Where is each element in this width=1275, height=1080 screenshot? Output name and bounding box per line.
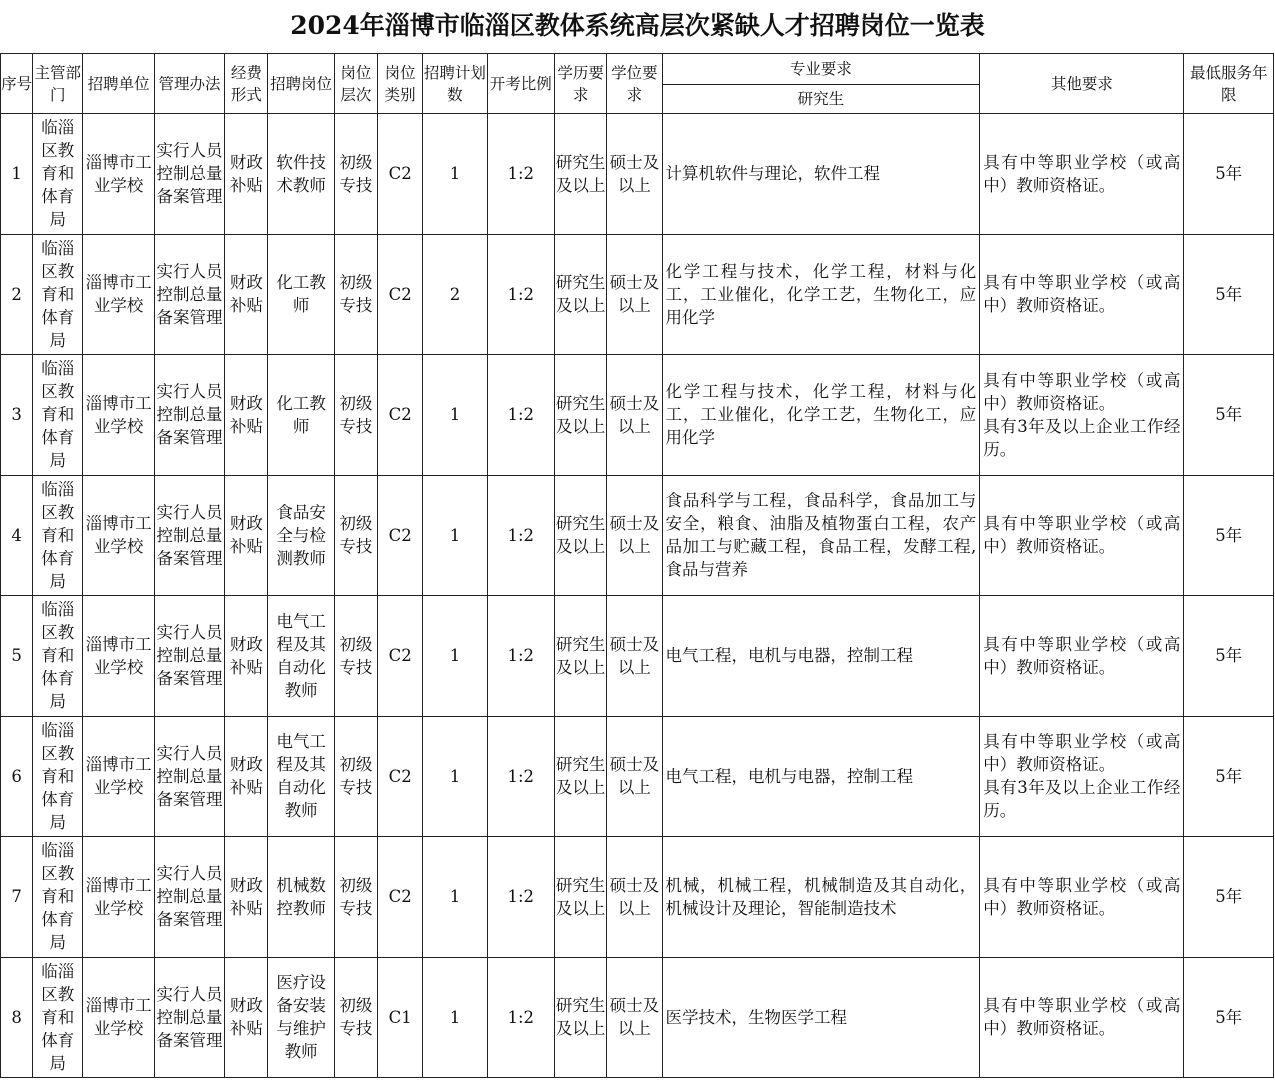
cell-degree: 硕士及以上 <box>607 475 662 596</box>
header-service: 最低服务年限 <box>1184 54 1274 114</box>
cell-unit: 淄博市工业学校 <box>83 957 154 1078</box>
header-edu: 学历要求 <box>554 54 606 114</box>
table-row <box>1 355 1274 476</box>
cell-level: 初级专技 <box>334 716 377 837</box>
cell-service: 5年 <box>1184 475 1274 596</box>
cell-other: 具有中等职业学校（或高中）教师资格证。 <box>980 837 1184 958</box>
cell-mgmt: 实行人员控制总量备案管理 <box>154 475 224 596</box>
cell-degree: 硕士及以上 <box>607 114 662 235</box>
cell-degree: 硕士及以上 <box>607 355 662 476</box>
cell-major: 计算机软件与理论，软件工程 <box>662 114 980 235</box>
cell-level: 初级专技 <box>334 234 377 355</box>
header-category: 岗位类别 <box>378 54 423 114</box>
cell-post: 电气工程及其自动化教师 <box>268 716 334 837</box>
cell-seq: 7 <box>1 837 33 958</box>
cell-ratio: 1:2 <box>487 355 554 476</box>
cell-unit: 淄博市工业学校 <box>83 596 154 717</box>
cell-ratio: 1:2 <box>487 234 554 355</box>
cell-fund: 财政补贴 <box>225 957 268 1078</box>
cell-other: 具有中等职业学校（或高中）教师资格证。 <box>980 475 1184 596</box>
cell-edu: 研究生及以上 <box>554 716 606 837</box>
header-row <box>1 54 1274 85</box>
table-row <box>1 234 1274 355</box>
cell-seq: 6 <box>1 716 33 837</box>
cell-other: 具有中等职业学校（或高中）教师资格证。 <box>980 596 1184 717</box>
cell-mgmt: 实行人员控制总量备案管理 <box>154 114 224 235</box>
cell-mgmt: 实行人员控制总量备案管理 <box>154 837 224 958</box>
cell-seq: 5 <box>1 596 33 717</box>
cell-degree: 硕士及以上 <box>607 837 662 958</box>
cell-mgmt: 实行人员控制总量备案管理 <box>154 716 224 837</box>
cell-level: 初级专技 <box>334 475 377 596</box>
cell-post: 软件技术教师 <box>268 114 334 235</box>
cell-unit: 淄博市工业学校 <box>83 475 154 596</box>
cell-other: 具有中等职业学校（或高中）教师资格证。 具有3年及以上企业工作经历。 <box>980 716 1184 837</box>
cell-dept: 临淄区教育和体育局 <box>33 596 83 717</box>
header-major-sub: 研究生 <box>662 85 980 114</box>
cell-dept: 临淄区教育和体育局 <box>33 234 83 355</box>
header-seq: 序号 <box>1 54 33 114</box>
cell-category: C2 <box>378 596 423 717</box>
cell-service: 5年 <box>1184 234 1274 355</box>
cell-level: 初级专技 <box>334 596 377 717</box>
cell-ratio: 1:2 <box>487 596 554 717</box>
cell-category: C2 <box>378 716 423 837</box>
cell-ratio: 1:2 <box>487 475 554 596</box>
cell-other: 具有中等职业学校（或高中）教师资格证。 <box>980 234 1184 355</box>
table-row <box>1 837 1274 958</box>
header-degree: 学位要求 <box>607 54 662 114</box>
recruitment-table <box>0 53 1274 1078</box>
cell-post: 化工教师 <box>268 234 334 355</box>
cell-edu: 研究生及以上 <box>554 957 606 1078</box>
cell-category: C2 <box>378 475 423 596</box>
header-dept: 主管部门 <box>33 54 83 114</box>
cell-level: 初级专技 <box>334 837 377 958</box>
cell-post: 电气工程及其自动化教师 <box>268 596 334 717</box>
cell-mgmt: 实行人员控制总量备案管理 <box>154 234 224 355</box>
cell-other: 具有中等职业学校（或高中）教师资格证。 <box>980 957 1184 1078</box>
cell-edu: 研究生及以上 <box>554 355 606 476</box>
cell-degree: 硕士及以上 <box>607 596 662 717</box>
table-row <box>1 716 1274 837</box>
cell-service: 5年 <box>1184 837 1274 958</box>
cell-plan: 1 <box>423 957 487 1078</box>
cell-edu: 研究生及以上 <box>554 234 606 355</box>
cell-fund: 财政补贴 <box>225 114 268 235</box>
cell-level: 初级专技 <box>334 114 377 235</box>
cell-fund: 财政补贴 <box>225 837 268 958</box>
cell-plan: 1 <box>423 837 487 958</box>
cell-service: 5年 <box>1184 957 1274 1078</box>
cell-dept: 临淄区教育和体育局 <box>33 716 83 837</box>
table-row <box>1 114 1274 235</box>
cell-category: C2 <box>378 355 423 476</box>
cell-major: 机械，机械工程，机械制造及其自动化，机械设计及理论，智能制造技术 <box>662 837 980 958</box>
cell-edu: 研究生及以上 <box>554 596 606 717</box>
cell-unit: 淄博市工业学校 <box>83 716 154 837</box>
cell-dept: 临淄区教育和体育局 <box>33 837 83 958</box>
cell-seq: 1 <box>1 114 33 235</box>
cell-edu: 研究生及以上 <box>554 114 606 235</box>
cell-dept: 临淄区教育和体育局 <box>33 475 83 596</box>
cell-post: 食品安全与检测教师 <box>268 475 334 596</box>
cell-fund: 财政补贴 <box>225 355 268 476</box>
cell-category: C2 <box>378 837 423 958</box>
cell-dept: 临淄区教育和体育局 <box>33 355 83 476</box>
cell-unit: 淄博市工业学校 <box>83 234 154 355</box>
header-ratio: 开考比例 <box>487 54 554 114</box>
cell-degree: 硕士及以上 <box>607 716 662 837</box>
cell-unit: 淄博市工业学校 <box>83 114 154 235</box>
cell-major: 化学工程与技术，化学工程，材料与化工，工业催化，化学工艺，生物化工，应用化学 <box>662 234 980 355</box>
cell-edu: 研究生及以上 <box>554 837 606 958</box>
cell-plan: 1 <box>423 596 487 717</box>
cell-seq: 2 <box>1 234 33 355</box>
cell-post: 化工教师 <box>268 355 334 476</box>
cell-post: 机械数控教师 <box>268 837 334 958</box>
header-level: 岗位层次 <box>334 54 377 114</box>
cell-fund: 财政补贴 <box>225 596 268 717</box>
cell-mgmt: 实行人员控制总量备案管理 <box>154 596 224 717</box>
cell-service: 5年 <box>1184 716 1274 837</box>
header-major: 专业要求 <box>662 54 980 85</box>
header-post: 招聘岗位 <box>268 54 334 114</box>
cell-mgmt: 实行人员控制总量备案管理 <box>154 355 224 476</box>
cell-service: 5年 <box>1184 114 1274 235</box>
cell-level: 初级专技 <box>334 355 377 476</box>
table-row <box>1 475 1274 596</box>
cell-fund: 财政补贴 <box>225 234 268 355</box>
cell-seq: 8 <box>1 957 33 1078</box>
cell-major: 化学工程与技术，化学工程，材料与化工，工业催化，化学工艺，生物化工，应用化学 <box>662 355 980 476</box>
cell-category: C2 <box>378 234 423 355</box>
cell-dept: 临淄区教育和体育局 <box>33 114 83 235</box>
cell-ratio: 1:2 <box>487 716 554 837</box>
cell-major: 电气工程，电机与电器，控制工程 <box>662 596 980 717</box>
cell-level: 初级专技 <box>334 957 377 1078</box>
cell-service: 5年 <box>1184 596 1274 717</box>
cell-category: C1 <box>378 957 423 1078</box>
header-fund: 经费形式 <box>225 54 268 114</box>
cell-fund: 财政补贴 <box>225 716 268 837</box>
cell-plan: 2 <box>423 234 487 355</box>
cell-ratio: 1:2 <box>487 114 554 235</box>
header-other: 其他要求 <box>980 54 1184 114</box>
cell-mgmt: 实行人员控制总量备案管理 <box>154 957 224 1078</box>
cell-plan: 1 <box>423 114 487 235</box>
header-unit: 招聘单位 <box>83 54 154 114</box>
cell-edu: 研究生及以上 <box>554 475 606 596</box>
cell-unit: 淄博市工业学校 <box>83 837 154 958</box>
cell-ratio: 1:2 <box>487 837 554 958</box>
cell-other: 具有中等职业学校（或高中）教师资格证。 <box>980 114 1184 235</box>
cell-unit: 淄博市工业学校 <box>83 355 154 476</box>
cell-degree: 硕士及以上 <box>607 234 662 355</box>
header-plan: 招聘计划数 <box>423 54 487 114</box>
cell-service: 5年 <box>1184 355 1274 476</box>
cell-major: 医学技术，生物医学工程 <box>662 957 980 1078</box>
cell-plan: 1 <box>423 475 487 596</box>
cell-category: C2 <box>378 114 423 235</box>
cell-dept: 临淄区教育和体育局 <box>33 957 83 1078</box>
table-row <box>1 596 1274 717</box>
cell-plan: 1 <box>423 355 487 476</box>
cell-major: 食品科学与工程，食品科学，食品加工与安全，粮食、油脂及植物蛋白工程，农产品加工与贮藏工程，食品工程，发酵工程,食品与营养 <box>662 475 980 596</box>
cell-post: 医疗设备安装与维护教师 <box>268 957 334 1078</box>
cell-fund: 财政补贴 <box>225 475 268 596</box>
cell-ratio: 1:2 <box>487 957 554 1078</box>
cell-plan: 1 <box>423 716 487 837</box>
cell-seq: 3 <box>1 355 33 476</box>
table-row <box>1 957 1274 1078</box>
page-title: 2024年淄博市临淄区教体系统高层次紧缺人才招聘岗位一览表 <box>290 11 985 40</box>
cell-seq: 4 <box>1 475 33 596</box>
header-mgmt: 管理办法 <box>154 54 224 114</box>
cell-other: 具有中等职业学校（或高中）教师资格证。 具有3年及以上企业工作经历。 <box>980 355 1184 476</box>
cell-major: 电气工程，电机与电器，控制工程 <box>662 716 980 837</box>
cell-degree: 硕士及以上 <box>607 957 662 1078</box>
